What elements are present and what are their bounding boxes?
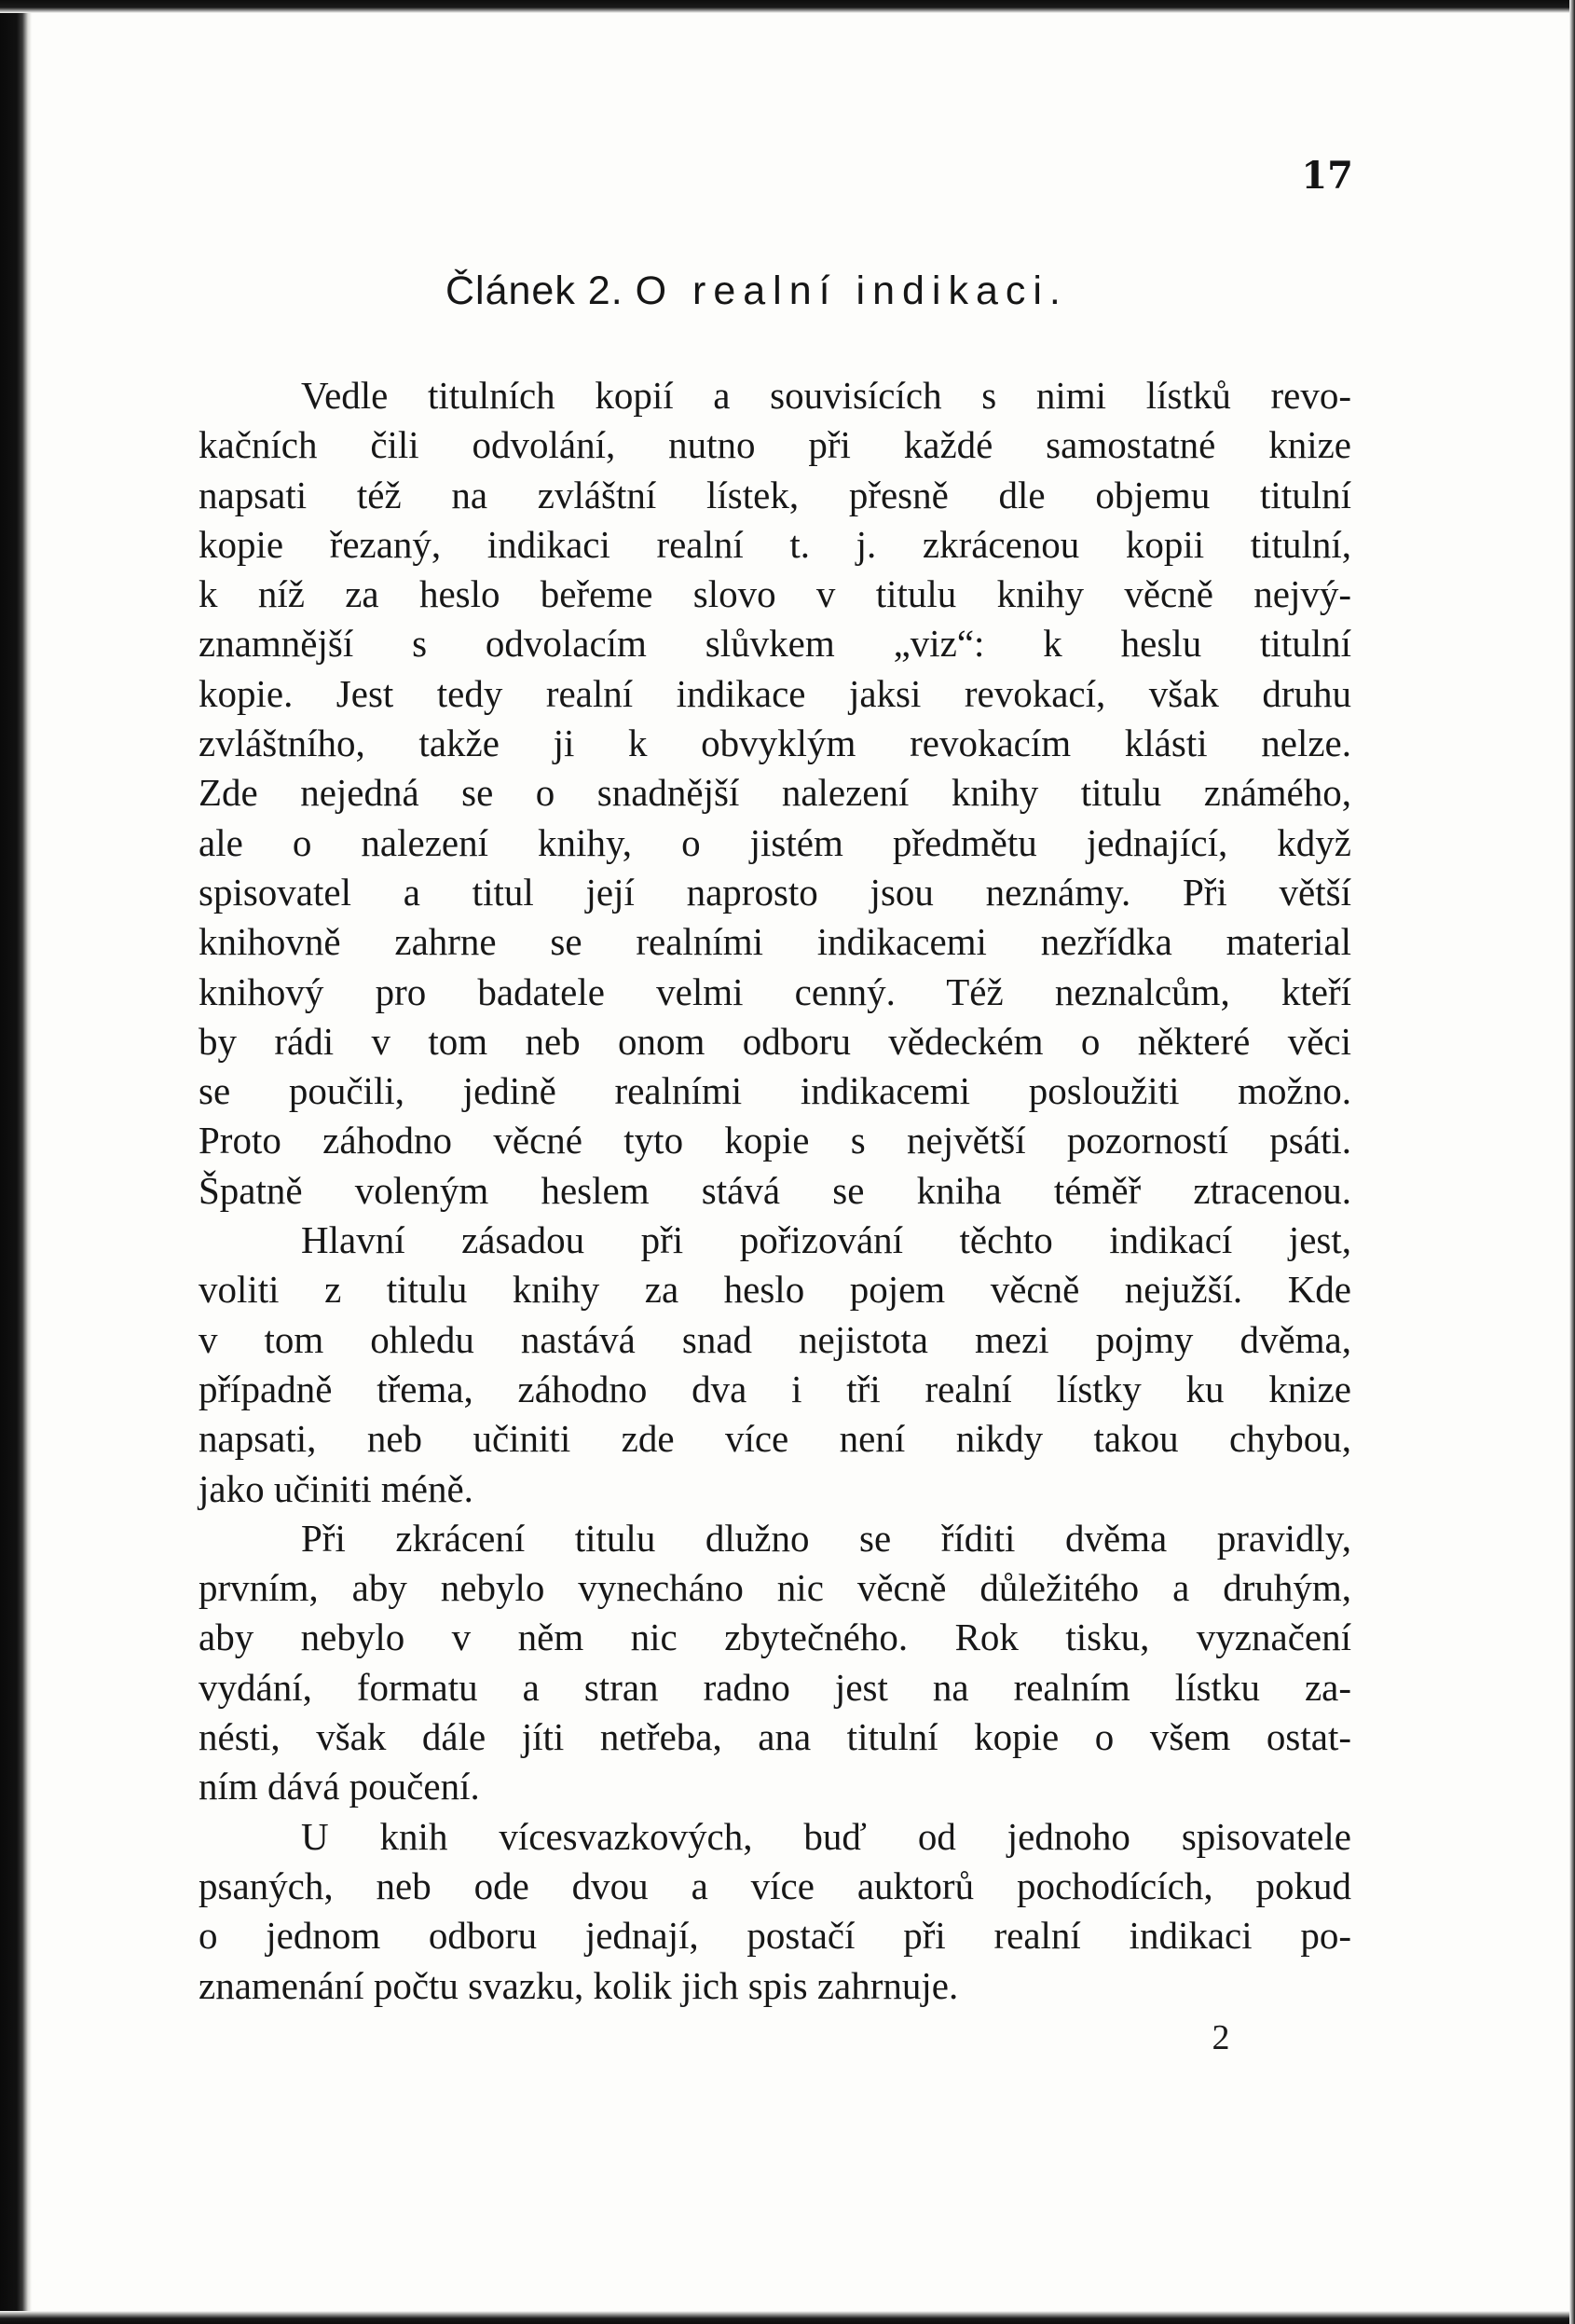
text-line: zvláštního, takže ji k obvyklým revokacím klásti nelze. [199,722,1351,765]
text-line: Hlavní zásadou při pořizování těchto indikací jest, [301,1218,1351,1262]
text-line: znamenání počtu svazku, kolik jich spis zahrnuje. [199,1963,959,2007]
article-title [445,268,1068,314]
text-line: spisovatel a titul její naprosto jsou neznámy. Při větší [199,870,1351,914]
signature-mark: 2 [1212,2018,1230,2057]
text-line: napsati, neb učiniti zde více není nikdy takou chybou, [199,1417,1351,1461]
page-number: 17 [1301,154,1353,198]
text-line: kačních čili odvolání, nutno při každé samostatné knize [199,423,1351,467]
article-title-text: O realní indikaci. [635,268,1068,313]
text-line: aby nebylo v něm nic zbytečného. Rok tisku, vyznačení [199,1616,1351,1659]
text-line: knihový pro badatele velmi cenný. Též neznalcům, kteří [199,969,1351,1013]
text-line: o jednom odboru jednají, postačí při realní indikaci po- [199,1914,1351,1958]
text-line: psaných, neb ode dvou a více auktorů pochodících, pokud [199,1863,1351,1907]
text-line: v tom ohledu nastává snad nejistota mezi pojmy dvěma, [199,1317,1351,1361]
text-line: voliti z titulu knihy za heslo pojem věcně nejužší. Kde [199,1268,1351,1312]
body-text [199,371,1351,2011]
text-line: k níž za heslo beřeme slovo v titulu knihy věcně nejvý- [199,572,1351,616]
text-line: knihovně zahrne se realními indikacemi nezřídka material [199,920,1351,964]
text-line: Vedle titulních kopií a souvisících s nimi lístků revo- [301,374,1351,417]
scan-edge-bottom [0,2311,1575,2324]
text-line: se poučili, jedině realními indikacemi posloužiti možno. [199,1069,1351,1113]
text-line: jako učiniti méně. [199,1466,473,1510]
text-line: Zde nejedná se o snadnější nalezení knihy titulu známého, [199,771,1351,815]
text-line: napsati též na zvláštní lístek, přesně dle objemu titulní [199,473,1351,516]
text-line: Při zkrácení titulu dlužno se říditi dvěma pravidly, [301,1516,1351,1560]
article-title-prefix: Článek 2. [445,268,623,313]
scan-edge-right [1569,0,1575,2324]
text-line: nésti, však dále jíti netřeba, ana titulní kopie o všem ostat- [199,1715,1351,1759]
text-line: znamnější s odvolacím slůvkem „viz“: k heslu titulní [199,622,1351,666]
text-line: by rádi v tom neb onom odboru vědeckém o některé věci [199,1019,1351,1063]
text-line: ním dává poučení. [199,1765,480,1808]
text-line: ale o nalezení knihy, o jistém předmětu jednající, když [199,820,1351,864]
text-line: U knih vícesvazkových, buď od jednoho spisovatele [301,1814,1351,1858]
text-line: kopie. Jest tedy realní indikace jaksi revokací, však druhu [199,671,1351,715]
text-line: prvním, aby nebylo vynecháno nic věcně důležitého a druhým, [199,1566,1351,1610]
text-line: vydání, formatu a stran radno jest na realním lístku za- [199,1665,1351,1709]
text-line: případně třema, záhodno dva i tři realní lístky ku knize [199,1367,1351,1410]
text-line: Proto záhodno věcné tyto kopie s největší pozorností psáti. [199,1119,1351,1162]
text-line: kopie řezaný, indikaci realní t. j. zkrácenou kopii titulní, [199,522,1351,566]
scan-edge-top [0,0,1575,13]
scan-edge-left [0,0,32,2324]
text-line: Špatně voleným heslem stává se kniha téměř ztracenou. [199,1168,1351,1212]
